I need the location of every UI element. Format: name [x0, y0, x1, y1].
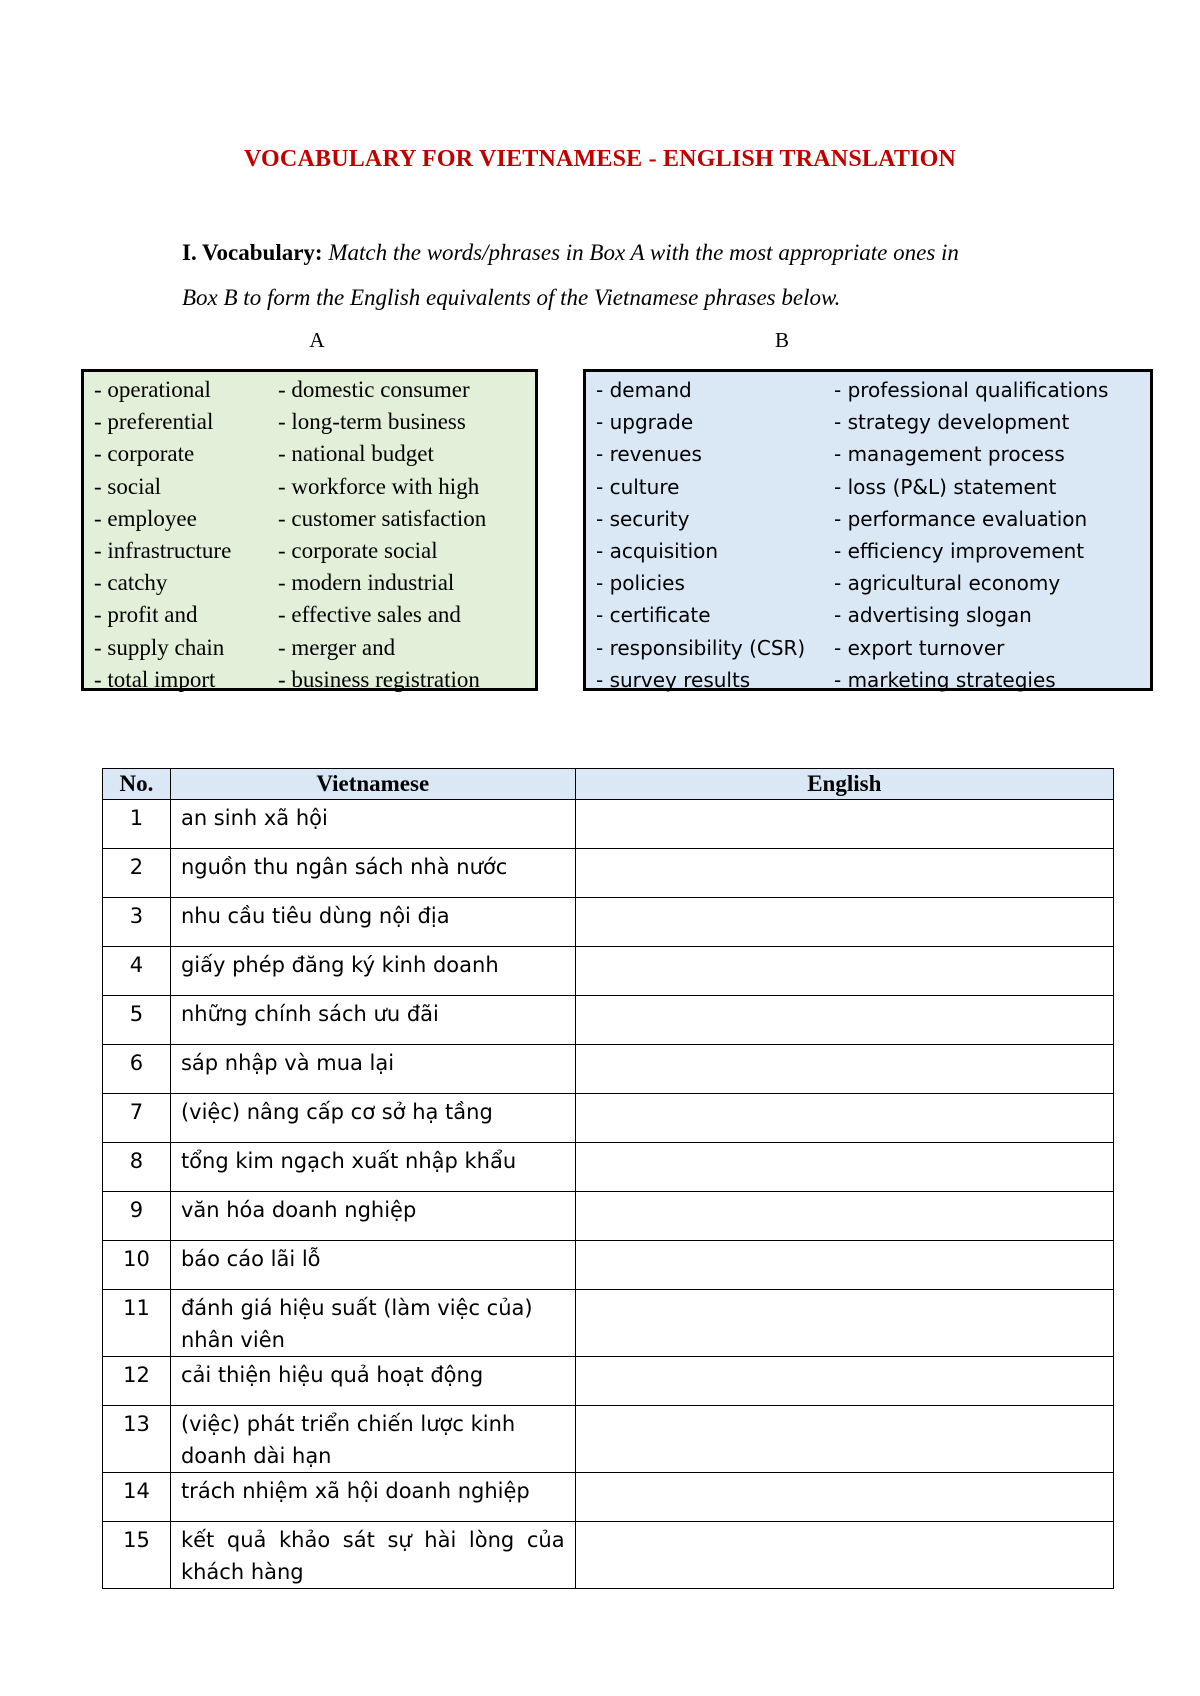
box-a-item: - customer satisfaction	[278, 505, 487, 531]
vocabulary-table	[102, 768, 1114, 1589]
box-a-item: - business registration	[278, 666, 480, 692]
vietnamese-cell: văn hóa doanh nghiệp	[170, 1192, 575, 1241]
box-b-item: - management process	[834, 442, 1065, 467]
box-b-column-1	[596, 374, 805, 696]
box-a-item: - corporate	[94, 441, 195, 467]
box-a-item: - merger and	[278, 634, 396, 660]
vietnamese-cell: nhu cầu tiêu dùng nội địa	[170, 898, 575, 947]
vietnamese-cell: tổng kim ngạch xuất nhập khẩu	[170, 1143, 575, 1192]
table-row	[103, 1357, 1114, 1406]
vietnamese-cell: (việc) phát triển chiến lược kinh doanh dài hạn	[170, 1406, 575, 1473]
box-a-item: - total import	[94, 666, 216, 692]
header-vietnamese: Vietnamese	[170, 769, 575, 800]
box-a-item: - corporate social	[278, 537, 438, 563]
table-row	[103, 1241, 1114, 1290]
box-b-item: - loss (P&L) statement	[834, 474, 1057, 499]
box-a-item: - infrastructure	[94, 537, 232, 563]
box-b-item: - revenues	[596, 442, 702, 467]
row-number: 3	[103, 898, 171, 947]
box-a	[81, 369, 538, 691]
table-row	[103, 1192, 1114, 1241]
instruction-heading: I. Vocabulary:	[182, 240, 323, 265]
box-a-item: - social	[94, 473, 162, 499]
table-row	[103, 800, 1114, 849]
english-answer-cell[interactable]	[575, 1473, 1113, 1522]
box-b-item: - efficiency improvement	[834, 538, 1085, 563]
english-answer-cell[interactable]	[575, 898, 1113, 947]
english-answer-cell[interactable]	[575, 1094, 1113, 1143]
row-number: 13	[103, 1406, 171, 1473]
english-answer-cell[interactable]	[575, 1290, 1113, 1357]
english-answer-cell[interactable]	[575, 1045, 1113, 1094]
instruction-text-1: Match the words/phrases in Box A with the most appropriate ones in	[328, 240, 959, 265]
english-answer-cell[interactable]	[575, 1406, 1113, 1473]
box-b-item: - marketing strategies	[834, 667, 1056, 692]
table-row	[103, 1522, 1114, 1589]
row-number: 15	[103, 1522, 171, 1589]
row-number: 8	[103, 1143, 171, 1192]
english-answer-cell[interactable]	[575, 947, 1113, 996]
box-b-item: - acquisition	[596, 538, 719, 563]
table-row	[103, 947, 1114, 996]
box-a-item: - long-term business	[278, 409, 466, 435]
english-answer-cell[interactable]	[575, 996, 1113, 1045]
header-english: English	[575, 769, 1113, 800]
vietnamese-cell: sáp nhập và mua lại	[170, 1045, 575, 1094]
box-a-item: - modern industrial	[278, 570, 455, 596]
vietnamese-cell: trách nhiệm xã hội doanh nghiệp	[170, 1473, 575, 1522]
english-answer-cell[interactable]	[575, 1241, 1113, 1290]
table-row	[103, 1045, 1114, 1094]
vietnamese-cell: an sinh xã hội	[170, 800, 575, 849]
english-answer-cell[interactable]	[575, 1522, 1113, 1589]
instruction-line-2	[182, 275, 1112, 320]
box-a-label: A	[309, 328, 325, 352]
table-row	[103, 849, 1114, 898]
row-number: 9	[103, 1192, 171, 1241]
english-answer-cell[interactable]	[575, 800, 1113, 849]
english-answer-cell[interactable]	[575, 849, 1113, 898]
box-a-item: - operational	[94, 377, 211, 402]
row-number: 10	[103, 1241, 171, 1290]
box-a-item: - profit and	[94, 602, 198, 628]
box-b-item: - security	[596, 506, 690, 531]
box-a-column-1	[94, 374, 231, 696]
box-b-item: - culture	[596, 474, 680, 499]
box-a-item: - employee	[94, 505, 197, 531]
box-b-item: - performance evaluation	[834, 506, 1088, 531]
english-answer-cell[interactable]	[575, 1192, 1113, 1241]
box-b-item: - demand	[596, 378, 692, 402]
box-b-item: - survey results	[596, 667, 751, 692]
table-row	[103, 1406, 1114, 1473]
box-b-item: - certificate	[596, 603, 711, 628]
box-b-column-2	[834, 374, 1108, 696]
vietnamese-cell: giấy phép đăng ký kinh doanh	[170, 947, 575, 996]
row-number: 2	[103, 849, 171, 898]
box-a-column-2	[278, 374, 486, 696]
box-a-item: - national budget	[278, 441, 434, 467]
table-row	[103, 1290, 1114, 1357]
row-number: 14	[103, 1473, 171, 1522]
table-row	[103, 1143, 1114, 1192]
table-row	[103, 996, 1114, 1045]
box-a-item: - preferential	[94, 409, 214, 435]
vietnamese-cell: cải thiện hiệu quả hoạt động	[170, 1357, 575, 1406]
row-number: 4	[103, 947, 171, 996]
table-row	[103, 898, 1114, 947]
header-no: No.	[103, 769, 171, 800]
row-number: 7	[103, 1094, 171, 1143]
box-b-item: - export turnover	[834, 635, 1005, 660]
box-a-item: - effective sales and	[278, 602, 461, 628]
row-number: 6	[103, 1045, 171, 1094]
instruction-text-2: Box B to form the English equivalents of the Vietnamese phrases below.	[182, 285, 841, 310]
box-b-item: - responsibility (CSR)	[596, 635, 806, 660]
vietnamese-cell: (việc) nâng cấp cơ sở hạ tầng	[170, 1094, 575, 1143]
table-row	[103, 1094, 1114, 1143]
box-b-item: - advertising slogan	[834, 603, 1032, 628]
english-answer-cell[interactable]	[575, 1143, 1113, 1192]
box-a-item: - domestic consumer	[278, 377, 470, 402]
vietnamese-cell: nguồn thu ngân sách nhà nước	[170, 849, 575, 898]
row-number: 12	[103, 1357, 171, 1406]
box-b	[583, 369, 1153, 691]
box-a-item: - catchy	[94, 570, 168, 596]
row-number: 1	[103, 800, 171, 849]
box-a-item: - supply chain	[94, 634, 225, 660]
box-b-item: - agricultural economy	[834, 571, 1061, 596]
table-row	[103, 1473, 1114, 1522]
row-number: 5	[103, 996, 171, 1045]
table-header-row	[103, 769, 1114, 800]
vietnamese-cell: đánh giá hiệu suất (làm việc của) nhân viên	[170, 1290, 575, 1357]
instruction-line-1	[182, 230, 1112, 275]
box-b-item: - policies	[596, 571, 685, 596]
english-answer-cell[interactable]	[575, 1357, 1113, 1406]
box-a-item: - workforce with high	[278, 473, 480, 499]
vietnamese-cell: những chính sách ưu đãi	[170, 996, 575, 1045]
box-b-item: - upgrade	[596, 410, 694, 435]
page-title: VOCABULARY FOR VIETNAMESE - ENGLISH TRANSLATION	[244, 146, 956, 172]
row-number: 11	[103, 1290, 171, 1357]
box-b-item: - strategy development	[834, 410, 1070, 435]
vietnamese-cell: kết quả khảo sát sự hài lòng của khách hàng	[170, 1522, 575, 1589]
box-b-item: - professional qualifications	[834, 378, 1109, 402]
vietnamese-cell: báo cáo lãi lỗ	[170, 1241, 575, 1290]
box-b-label: B	[774, 328, 789, 352]
